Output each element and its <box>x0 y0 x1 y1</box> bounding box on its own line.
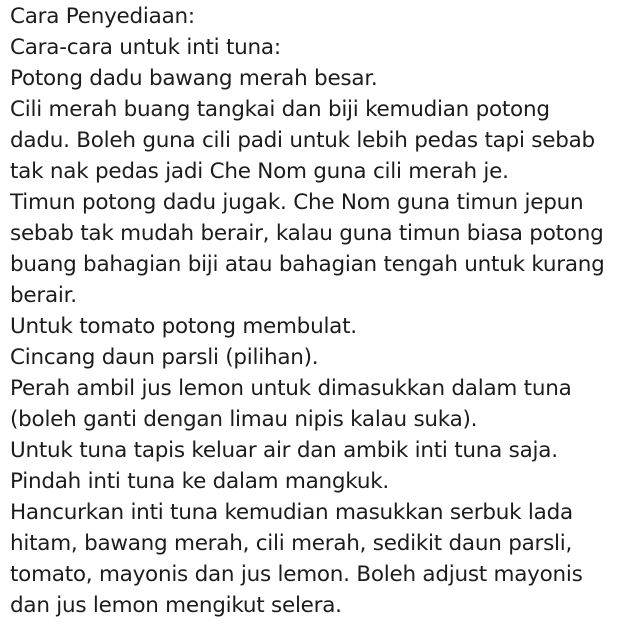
recipe-text <box>10 0 640 621</box>
text-line: Perah ambil jus lemon untuk dimasukkan dalam tuna <box>10 376 572 401</box>
text-line: dadu. Boleh guna cili padi untuk lebih pedas tapi sebab <box>10 128 595 153</box>
text-line: Cili merah buang tangkai dan biji kemudian potong <box>10 97 550 122</box>
text-line: buang bahagian biji atau bahagian tengah untuk kurang <box>10 252 605 277</box>
text-line: Cincang daun parsli (pilihan). <box>10 345 319 370</box>
text-line: Pindah inti tuna ke dalam mangkuk. <box>10 469 389 494</box>
text-line: tak nak pedas jadi Che Nom guna cili merah je. <box>10 159 509 184</box>
text-line: Untuk tuna tapis keluar air dan ambik inti tuna saja. <box>10 438 558 463</box>
text-line: Timun potong dadu jugak. Che Nom guna timun jepun <box>10 190 584 215</box>
text-line: hitam, bawang merah, cili merah, sedikit daun parsli, <box>10 531 573 556</box>
subheading-tuna-filling: Cara-cara untuk inti tuna: <box>10 35 281 60</box>
text-line: Potong dadu bawang merah besar. <box>10 66 378 91</box>
text-line: sebab tak mudah berair, kalau guna timun biasa potong <box>10 221 604 246</box>
text-line: Untuk tomato potong membulat. <box>10 314 357 339</box>
text-line: (boleh ganti dengan limau nipis kalau suka). <box>10 407 478 432</box>
text-line: Hancurkan inti tuna kemudian masukkan serbuk lada <box>10 500 573 525</box>
heading-preparation: Cara Penyediaan: <box>10 4 195 29</box>
text-line: berair. <box>10 283 77 308</box>
text-line: dan jus lemon mengikut selera. <box>10 593 342 618</box>
text-line: tomato, mayonis dan jus lemon. Boleh adjust mayonis <box>10 562 583 587</box>
